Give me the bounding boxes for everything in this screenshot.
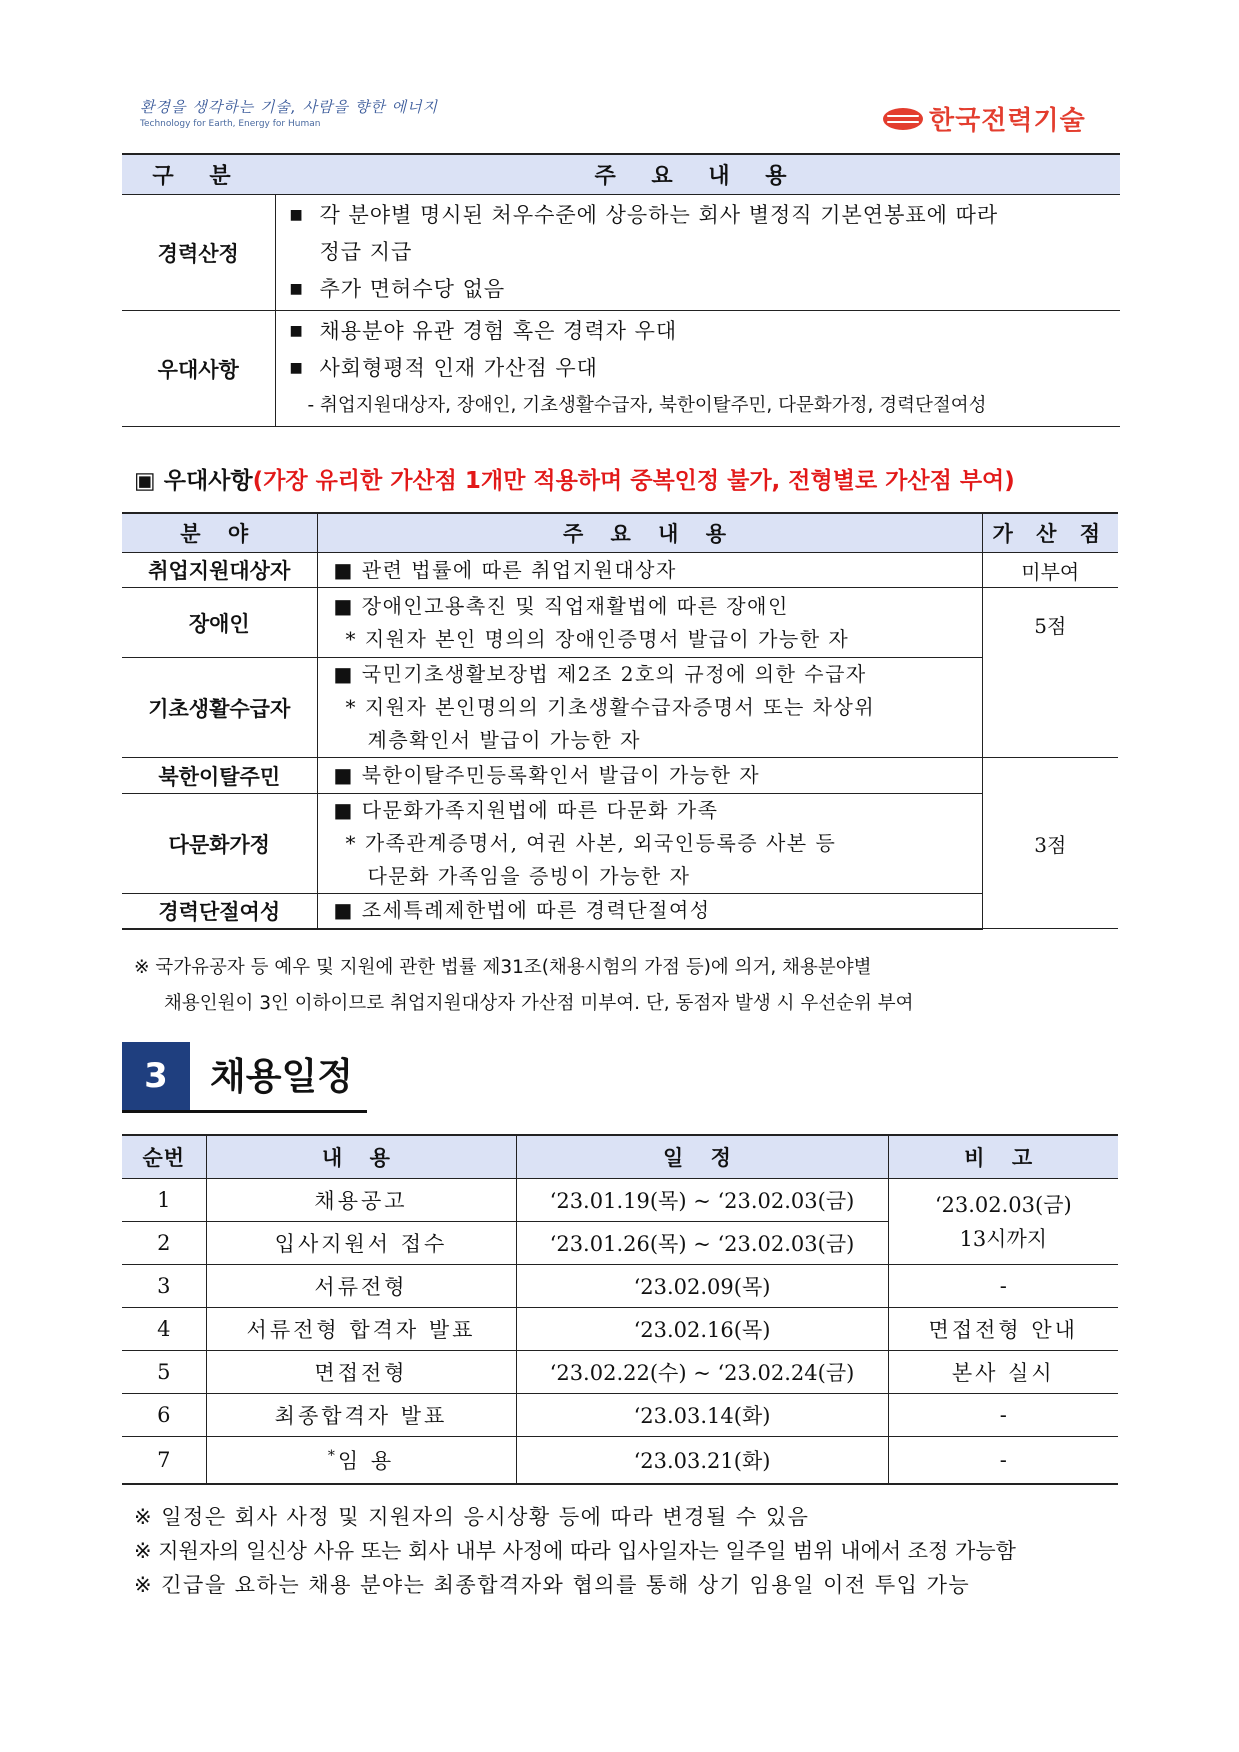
bonus-points-table (122, 512, 1118, 930)
header-content: 내 용 (206, 1135, 516, 1179)
row-label: 장애인 (122, 588, 317, 658)
table-row: 4 서류전형 합격자 발표 ‘23.02.16(목) 면접전형 안내 (122, 1308, 1118, 1351)
schedule-footnotes (134, 1500, 1016, 1602)
square-marker-icon: ▣ (134, 468, 156, 494)
row-label: 북한이탈주민 (122, 758, 317, 794)
row-content: ■ 조세특례제한법에 따른 경력단절여성 (317, 894, 982, 929)
table-row: 6 최종합격자 발표 ‘23.03.14(화) - (122, 1394, 1118, 1437)
table-row: 5 면접전형 ‘23.02.22(수) ~ ‘23.02.24(금) 본사 실시 (122, 1351, 1118, 1394)
preference-note: (가장 유리한 가산점 1개만 적용하며 중복인정 불가, 전형별로 가산점 부여) (252, 468, 1015, 494)
table-row: 1 채용공고 ‘23.01.19(목) ~ ‘23.02.03(금) ‘23.02.03(금) 13시까지 (122, 1179, 1118, 1222)
row-label: 다문화가정 (122, 794, 317, 894)
preference-heading (134, 462, 1015, 495)
section-underline (122, 1110, 367, 1113)
row-label-career: 경력산정 (122, 195, 275, 311)
schedule-table (122, 1134, 1118, 1485)
header-note: 비 고 (888, 1135, 1118, 1179)
list-item: ■ 채용분야 유관 경험 혹은 경력자 우대 (289, 319, 678, 343)
company-name: 한국전력기술 (929, 106, 1086, 136)
table-row: 7 *임 용 ‘23.03.21(화) - (122, 1437, 1118, 1485)
row-content: ■ 장애인고용촉진 및 직업재활법에 따른 장애인 * 지원자 본인 명의의 장애인증명서 발급이 가능한 자 (317, 588, 982, 658)
points-value: 5점 (982, 588, 1118, 758)
header-content: 주 요 내 용 (275, 154, 1120, 195)
list-item-continuation: 정급 지급 (319, 240, 413, 264)
preference-footnote: ※ 국가유공자 등 예우 및 지원에 관한 법률 제31조(채용시험의 가점 등)에 의거, 채용분야별 채용인원이 3인 이하이므로 취업지원대상자 가산점 미부여. 단, 동점자 발생 시 우선순위 부여 (134, 957, 914, 1014)
preference-sublist: - 취업지원대상자, 장애인, 기초생활수급자, 북한이탈주민, 다문화가정, 경력단절여성 (307, 395, 987, 416)
row-content-career (275, 195, 1120, 311)
footnote: ※ 지원자의 일신상 사유 또는 회사 내부 사정에 따라 입사일자는 일주일 범위 내에서 조정 가능함 (134, 1539, 1016, 1563)
header-slogan (140, 96, 438, 129)
header-points: 가 산 점 (982, 513, 1118, 553)
table-row: 2 입사지원서 접수 ‘23.01.26(목) ~ ‘23.02.03(금) (122, 1222, 1118, 1265)
slogan-english: Technology for Earth, Energy for Human (140, 119, 321, 129)
header-date: 일 정 (516, 1135, 888, 1179)
row-content: ■ 국민기초생활보장법 제2조 2호의 규정에 의한 수급자 * 지원자 본인명의의 기초생활수급자증명서 또는 차상위 계층확인서 발급이 가능한 자 (317, 658, 982, 758)
row-label: 기초생활수급자 (122, 658, 317, 758)
list-item: ■ 사회형평적 인재 가산점 우대 (289, 356, 598, 380)
section-title: 채용일정 (210, 1055, 353, 1098)
kepco-logo-icon (883, 108, 923, 130)
points-value: 3점 (982, 758, 1118, 929)
header-category: 구 분 (122, 154, 275, 195)
section-number: 3 (122, 1042, 190, 1110)
row-content: ■ 다문화가족지원법에 따른 다문화 가족 * 가족관계증명서, 여권 사본, 외국인등록증 사본 등 다문화 가족임을 증빙이 가능한 자 (317, 794, 982, 894)
footnote: ※ 일정은 회사 사정 및 지원자의 응시상황 등에 따라 변경될 수 있음 (134, 1505, 810, 1529)
slogan-korean: 환경을 생각하는 기술, 사람을 향한 에너지 (140, 98, 438, 116)
row-label-preference: 우대사항 (122, 311, 275, 427)
table-row: 3 서류전형 ‘23.02.09(목) - (122, 1265, 1118, 1308)
header-content: 주 요 내 용 (317, 513, 982, 553)
row-label: 취업지원대상자 (122, 553, 317, 588)
row-content: ■ 관련 법률에 따른 취업지원대상자 (317, 553, 982, 588)
row-label: 경력단절여성 (122, 894, 317, 929)
header-no: 순번 (122, 1135, 206, 1179)
points-value: 미부여 (982, 553, 1118, 588)
header-field: 분 야 (122, 513, 317, 553)
list-item: ■ 추가 면허수당 없음 (289, 277, 506, 301)
row-content-preference (275, 311, 1120, 427)
footnote: ※ 긴급을 요하는 채용 분야는 최종합격자와 협의를 통해 상기 임용일 이전 투입 가능 (134, 1573, 971, 1597)
list-item: ■ 각 분야별 명시된 처우수준에 상응하는 회사 별정직 기본연봉표에 따라 (289, 203, 999, 227)
preference-title: 우대사항 (163, 468, 253, 494)
career-table (122, 153, 1120, 427)
merged-note: ‘23.02.03(금) 13시까지 (888, 1179, 1118, 1265)
company-logo (883, 100, 1086, 137)
row-content: ■ 북한이탈주민등록확인서 발급이 가능한 자 (317, 758, 982, 794)
